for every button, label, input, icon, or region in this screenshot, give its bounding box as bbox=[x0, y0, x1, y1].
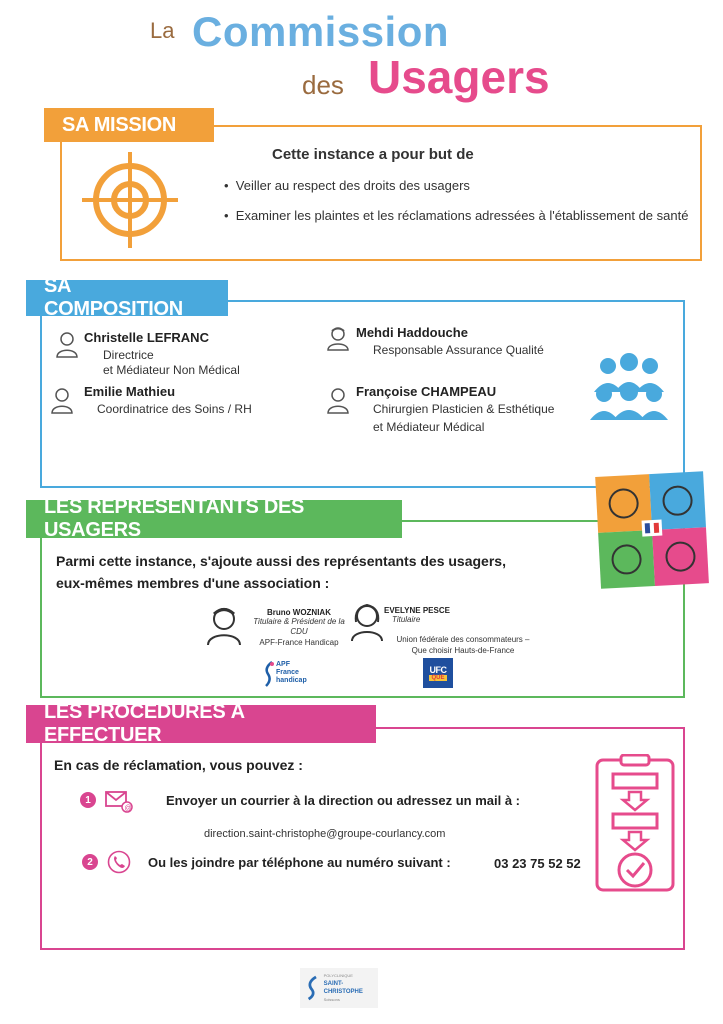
composition-header: SA COMPOSITION bbox=[26, 280, 228, 316]
member-role: et Médiateur Médical bbox=[373, 420, 485, 434]
member-role: Chirurgien Plasticien & Esthétique bbox=[373, 402, 555, 416]
person-icon bbox=[206, 604, 242, 646]
member-name: Emilie Mathieu bbox=[84, 384, 176, 399]
mission-bullet: • Veiller au respect des droits des usagers bbox=[224, 178, 470, 193]
mission-header: SA MISSION bbox=[44, 108, 214, 142]
group-icon bbox=[588, 352, 670, 422]
checklist-icon bbox=[593, 754, 677, 894]
contact-email[interactable]: direction.saint-christophe@groupe-courlancy.com bbox=[204, 828, 446, 840]
svg-text:@: @ bbox=[124, 805, 132, 812]
apf-swirl-icon bbox=[262, 660, 276, 688]
person-icon bbox=[50, 386, 74, 414]
member-name: Mehdi Haddouche bbox=[356, 325, 468, 340]
step-number: 2 bbox=[82, 854, 98, 870]
member-role: Coordinatrice des Soins / RH bbox=[97, 402, 252, 416]
member-name: Françoise CHAMPEAU bbox=[356, 384, 497, 399]
representant-evelyne-org: Union fédérale des consommateurs – Que choisir Hauts-de-France bbox=[396, 635, 530, 655]
member-role: Responsable Assurance Qualité bbox=[373, 343, 544, 357]
member-role: et Médiateur Non Médical bbox=[103, 363, 240, 377]
title-des: des bbox=[302, 70, 344, 100]
phone-icon bbox=[107, 850, 131, 874]
apf-logo: APF France handicap bbox=[262, 660, 312, 688]
representants-header: LES REPRÉSENTANTS DES USAGERS bbox=[26, 500, 402, 538]
step-one-text: Envoyer un courrier à la direction ou adressez un mail à : bbox=[166, 793, 520, 808]
procedures-header: LES PROCÉDURES À EFFECTUER bbox=[26, 705, 376, 743]
mail-icon bbox=[105, 789, 133, 813]
representant-evelyne: EVELYNE PESCE Titulaire bbox=[384, 606, 450, 624]
mission-lead: Cette instance a pour but de bbox=[272, 146, 474, 163]
polyclinique-logo: POLYCLINIQUE SAINT-CHRISTOPHE Soissons bbox=[300, 968, 378, 1008]
member-role: Directrice bbox=[103, 348, 154, 362]
contact-phone[interactable]: 03 23 75 52 52 bbox=[494, 856, 581, 871]
representant-bruno: Bruno WOZNIAK Titulaire & Président de la CDU APF-France Handicap bbox=[253, 608, 345, 647]
mission-bullet: • Examiner les plaintes et les réclamations adressées à l'établissement de santé bbox=[224, 208, 689, 223]
person-icon bbox=[326, 386, 350, 414]
step-number: 1 bbox=[80, 792, 96, 808]
representants-intro: Parmi cette instance, s'ajoute aussi des représentants des usagers, eux-mêmes membres d'une association : bbox=[56, 553, 506, 591]
member-name: Christelle LEFRANC bbox=[84, 330, 209, 345]
target-icon bbox=[80, 150, 180, 250]
ufc-logo: UFC QUE bbox=[423, 658, 453, 688]
person-icon bbox=[326, 325, 350, 351]
title-la: La bbox=[150, 18, 175, 43]
procedures-intro: En cas de réclamation, vous pouvez : bbox=[54, 757, 303, 773]
logo-swirl-icon bbox=[304, 974, 321, 1002]
person-icon bbox=[55, 330, 79, 358]
step-two-text: Ou les joindre par téléphone au numéro suivant : bbox=[148, 855, 451, 870]
title-usagers: Usagers bbox=[368, 51, 550, 103]
title-commission: Commission bbox=[192, 8, 450, 55]
